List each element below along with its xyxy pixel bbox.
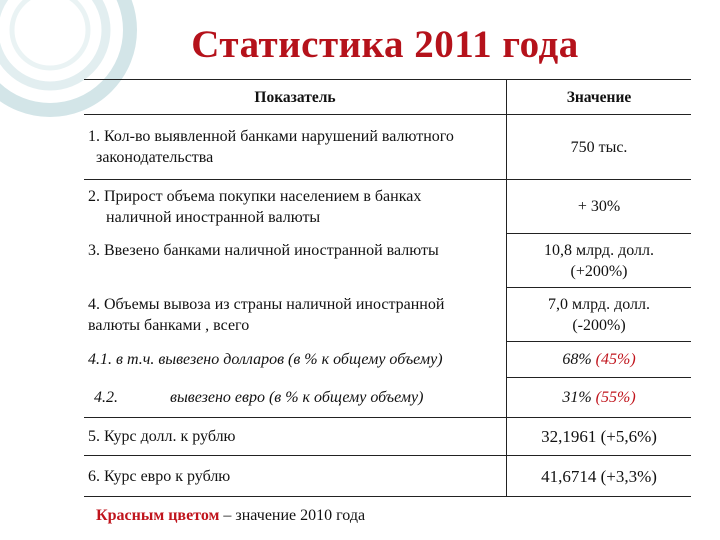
- table-row: [84, 456, 691, 497]
- header-indicator: Показатель: [84, 80, 507, 115]
- row-value-current: 31%: [562, 389, 592, 406]
- row-value: [507, 378, 692, 418]
- header-value: Значение: [507, 80, 692, 115]
- footnote: [96, 507, 365, 525]
- row-value-previous: (45%): [595, 351, 636, 368]
- row-value: [507, 342, 692, 378]
- table-row: [84, 115, 691, 180]
- row-label-line2: законодательства: [96, 149, 214, 166]
- row-value-current: 68%: [562, 351, 592, 368]
- row-value: [507, 234, 692, 288]
- row-value-line2: (+200%): [570, 262, 628, 280]
- row-label: [84, 234, 507, 288]
- row-label-line1: 4. Объемы вывоза из страны наличной иностранной: [88, 295, 445, 313]
- page-title: Статистика 2011 года: [191, 23, 579, 66]
- row-label: [84, 180, 507, 234]
- table-row: [84, 234, 691, 288]
- footnote-highlight: Красным цветом: [96, 507, 220, 524]
- row-value: [507, 180, 692, 234]
- row-value-line1: + 30%: [577, 198, 621, 215]
- row-value-previous: (55%): [595, 389, 636, 406]
- row-label-line2: наличной иностранной валюты: [106, 208, 321, 226]
- row-label: 4.1. в т.ч. вывезено долларов (в % к общему объему): [88, 351, 443, 368]
- row-label: [84, 378, 507, 418]
- table-row: [84, 378, 691, 418]
- table-row: [84, 180, 691, 234]
- row-value: 41,6714 (+3,3%): [507, 456, 692, 497]
- row-value-line1: 750 тыс.: [570, 138, 628, 156]
- row-value-line1: 7,0 млрд. долл.: [548, 295, 650, 313]
- table-row: [84, 418, 691, 456]
- footnote-text: – значение 2010 года: [219, 507, 366, 524]
- table-row: [84, 342, 691, 378]
- row-value: [507, 115, 692, 180]
- table-row: [84, 288, 691, 342]
- row-label-text: вывезено евро (в % к общему объему): [170, 388, 424, 406]
- table-header-row: [84, 80, 691, 115]
- row-value: 32,1961 (+5,6%): [507, 418, 692, 456]
- row-number: 4.2.: [94, 388, 118, 406]
- row-label-line1: 3. Ввезено банками наличной иностранной валюты: [88, 241, 439, 259]
- row-label-line1: 1. Кол-во выявленной банками нарушений валютного: [88, 128, 454, 145]
- row-label-line2: валюты банками , всего: [88, 316, 250, 334]
- row-value: [507, 288, 692, 342]
- row-value-line2: (-200%): [572, 316, 626, 334]
- row-label: 5. Курс долл. к рублю: [84, 418, 507, 456]
- row-label: 6. Курс евро к рублю: [84, 456, 507, 497]
- row-label: [84, 288, 507, 342]
- row-label-line1: 2. Прирост объема покупки населением в банках: [88, 187, 422, 205]
- row-label: [84, 115, 507, 180]
- row-value-line1: 10,8 млрд. долл.: [544, 241, 654, 259]
- statistics-table: [84, 79, 691, 497]
